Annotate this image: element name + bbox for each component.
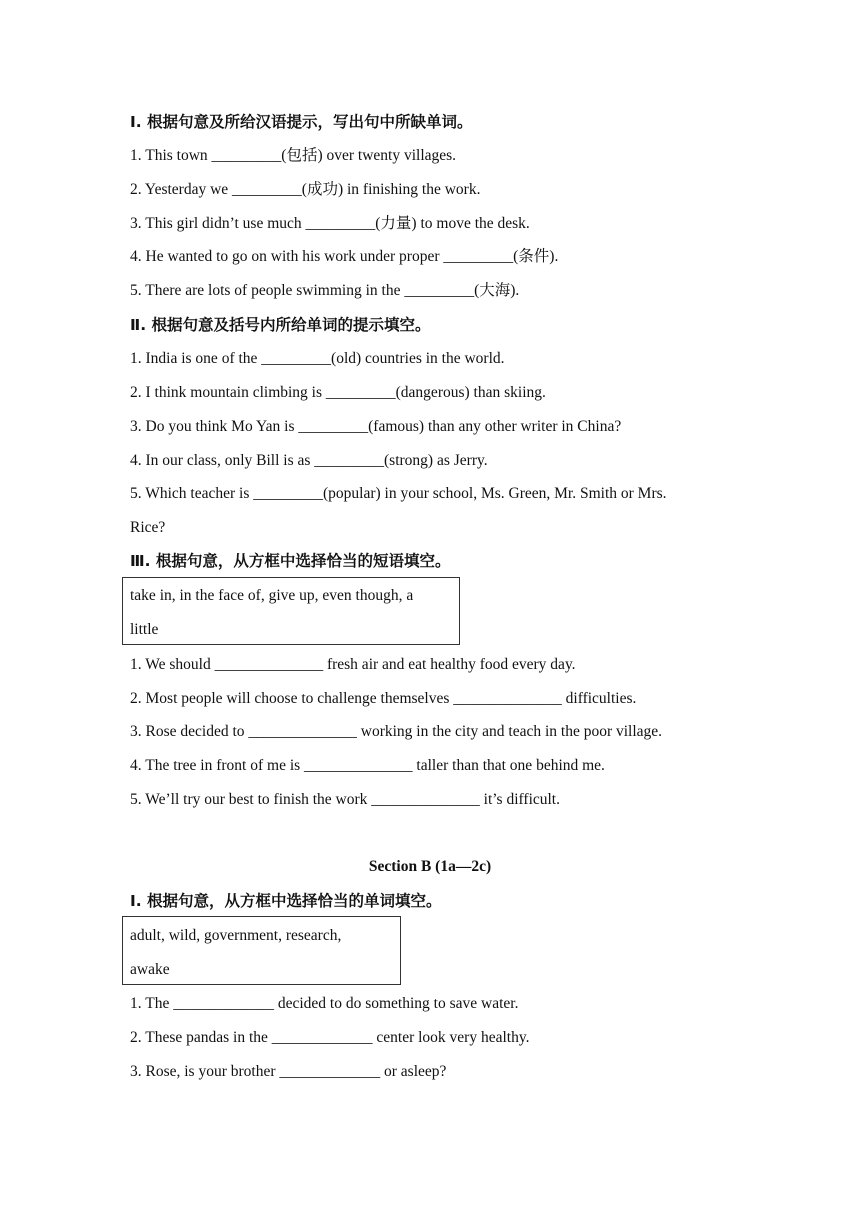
part3-item-5: 5. We’ll try our best to finish the work ______________ it’s difficult. bbox=[130, 791, 560, 808]
part3-heading: Ⅲ. 根据句意，从方框中选择恰当的短语填空。 bbox=[130, 552, 451, 570]
section-b-item-1: 1. The _____________ decided to do something to save water. bbox=[130, 995, 519, 1012]
part3-item-4: 4. The tree in front of me is ______________ taller than that one behind me. bbox=[130, 757, 605, 774]
part2-item-5-continued: Rice? bbox=[130, 519, 166, 536]
phrase-box bbox=[122, 577, 460, 645]
part2-item-3: 3. Do you think Mo Yan is _________(famous) than any other writer in China? bbox=[130, 418, 622, 435]
part2-item-2: 2. I think mountain climbing is _________(dangerous) than skiing. bbox=[130, 384, 546, 401]
part3-item-2: 2. Most people will choose to challenge themselves ______________ difficulties. bbox=[130, 690, 637, 707]
part3-item-1: 1. We should ______________ fresh air and eat healthy food every day. bbox=[130, 656, 576, 673]
section-b-heading: Ⅰ. 根据句意，从方框中选择恰当的单词填空。 bbox=[130, 892, 442, 910]
part2-item-5: 5. Which teacher is _________(popular) in your school, Ms. Green, Mr. Smith or Mrs. bbox=[130, 485, 667, 502]
part1-item-2: 2. Yesterday we _________(成功) in finishing the work. bbox=[130, 181, 481, 198]
section-b-item-3: 3. Rose, is your brother _____________ or asleep? bbox=[130, 1063, 447, 1080]
section-b-item-2: 2. These pandas in the _____________ center look very healthy. bbox=[130, 1029, 530, 1046]
phrase-box-line-2: little bbox=[130, 621, 159, 638]
part1-heading: Ⅰ. 根据句意及所给汉语提示，写出句中所缺单词。 bbox=[130, 113, 473, 131]
part1-item-3: 3. This girl didn’t use much _________(力量) to move the desk. bbox=[130, 215, 530, 232]
part2-item-1: 1. India is one of the _________(old) countries in the world. bbox=[130, 350, 505, 367]
phrase-box-line-1: take in, in the face of, give up, even though, a bbox=[130, 587, 414, 604]
part3-item-3: 3. Rose decided to ______________ working in the city and teach in the poor village. bbox=[130, 723, 663, 740]
word-box-line-2: awake bbox=[130, 961, 170, 978]
word-box bbox=[122, 916, 401, 985]
part1-item-5: 5. There are lots of people swimming in the _________(大海). bbox=[130, 282, 520, 299]
section-b-title: Section B (1a—2c) bbox=[368, 858, 492, 875]
part1-item-4: 4. He wanted to go on with his work under proper _________(条件). bbox=[130, 248, 559, 265]
part2-heading: Ⅱ. 根据句意及括号内所给单词的提示填空。 bbox=[130, 316, 431, 334]
word-box-line-1: adult, wild, government, research, bbox=[130, 927, 342, 944]
part1-item-1: 1. This town _________(包括) over twenty villages. bbox=[130, 147, 457, 164]
part2-item-4: 4. In our class, only Bill is as _________(strong) as Jerry. bbox=[130, 452, 488, 469]
